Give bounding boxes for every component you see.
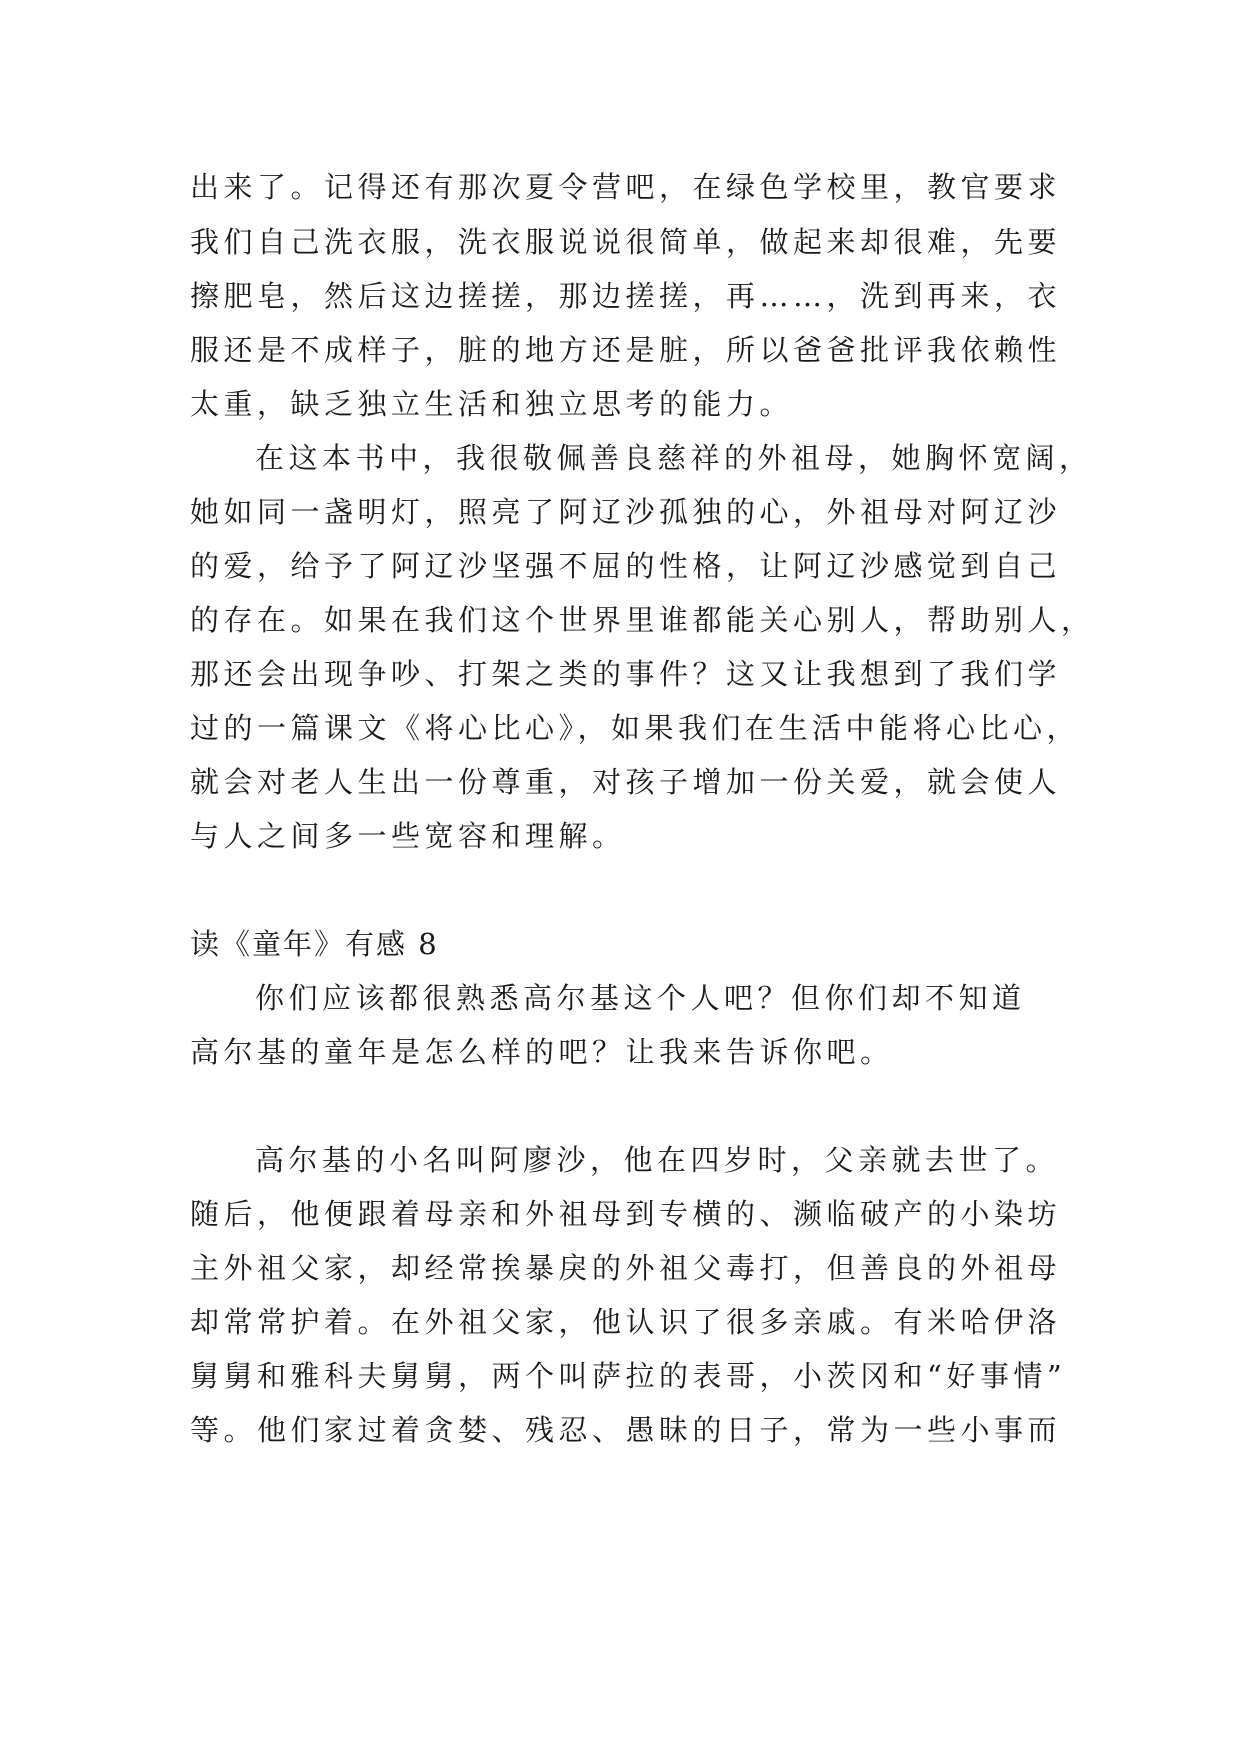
paragraph-line: 过的一篇课文《将心比心》，如果我们在生活中能将心比心， (190, 711, 1081, 745)
paragraph-line: 等。他们家过着贪婪、残忍、愚昧的日子，常为一些小事而 (190, 1413, 1062, 1447)
paragraph-line: 你们应该都很熟悉高尔基这个人吧？但你们却不知道 (255, 981, 1026, 1015)
paragraph-line: 的爱，给予了阿辽沙坚强不屈的性格，让阿辽沙感觉到自己 (190, 549, 1062, 583)
paragraph-line: 我们自己洗衣服，洗衣服说说很简单，做起来却很难，先要 (190, 225, 1062, 259)
paragraph-line: 太重，缺乏独立生活和独立思考的能力。 (190, 387, 794, 421)
paragraph-line: 高尔基的小名叫阿廖沙，他在四岁时，父亲就去世了。 (255, 1143, 1060, 1177)
paragraph-line: 在这本书中，我很敬佩善良慈祥的外祖母，她胸怀宽阔， (255, 441, 1093, 475)
paragraph-line: 那还会出现争吵、打架之类的事件？这又让我想到了我们学 (190, 657, 1062, 691)
paragraph-line: 她如同一盏明灯，照亮了阿辽沙孤独的心，外祖母对阿辽沙 (190, 495, 1062, 529)
paragraph-line: 的存在。如果在我们这个世界里谁都能关心别人，帮助别人， (190, 603, 1095, 637)
paragraph-line: 擦肥皂，然后这边搓搓，那边搓搓，再……，洗到再来，衣 (190, 279, 1062, 313)
paragraph-line: 出来了。记得还有那次夏令营吧，在绿色学校里，教官要求 (190, 170, 1062, 204)
paragraph-line: 舅舅和雅科夫舅舅，两个叫萨拉的表哥，小茨冈和“好事情” (190, 1359, 1067, 1393)
paragraph-line: 高尔基的童年是怎么样的吧？让我来告诉你吧。 (190, 1035, 894, 1069)
paragraph-line: 却常常护着。在外祖父家，他认识了很多亲戚。有米哈伊洛 (190, 1305, 1062, 1339)
section-heading: 读《童年》有感 8 (190, 927, 439, 961)
paragraph-line: 与人之间多一些宽容和理解。 (190, 819, 626, 853)
paragraph-line: 就会对老人生出一份尊重，对孩子增加一份关爱，就会使人 (190, 765, 1062, 799)
paragraph-line: 随后，他便跟着母亲和外祖母到专横的、濒临破产的小染坊 (190, 1197, 1062, 1231)
paragraph-line: 服还是不成样子，脏的地方还是脏，所以爸爸批评我依赖性 (190, 333, 1062, 367)
paragraph-line: 主外祖父家，却经常挨暴戾的外祖父毒打，但善良的外祖母 (190, 1251, 1062, 1285)
